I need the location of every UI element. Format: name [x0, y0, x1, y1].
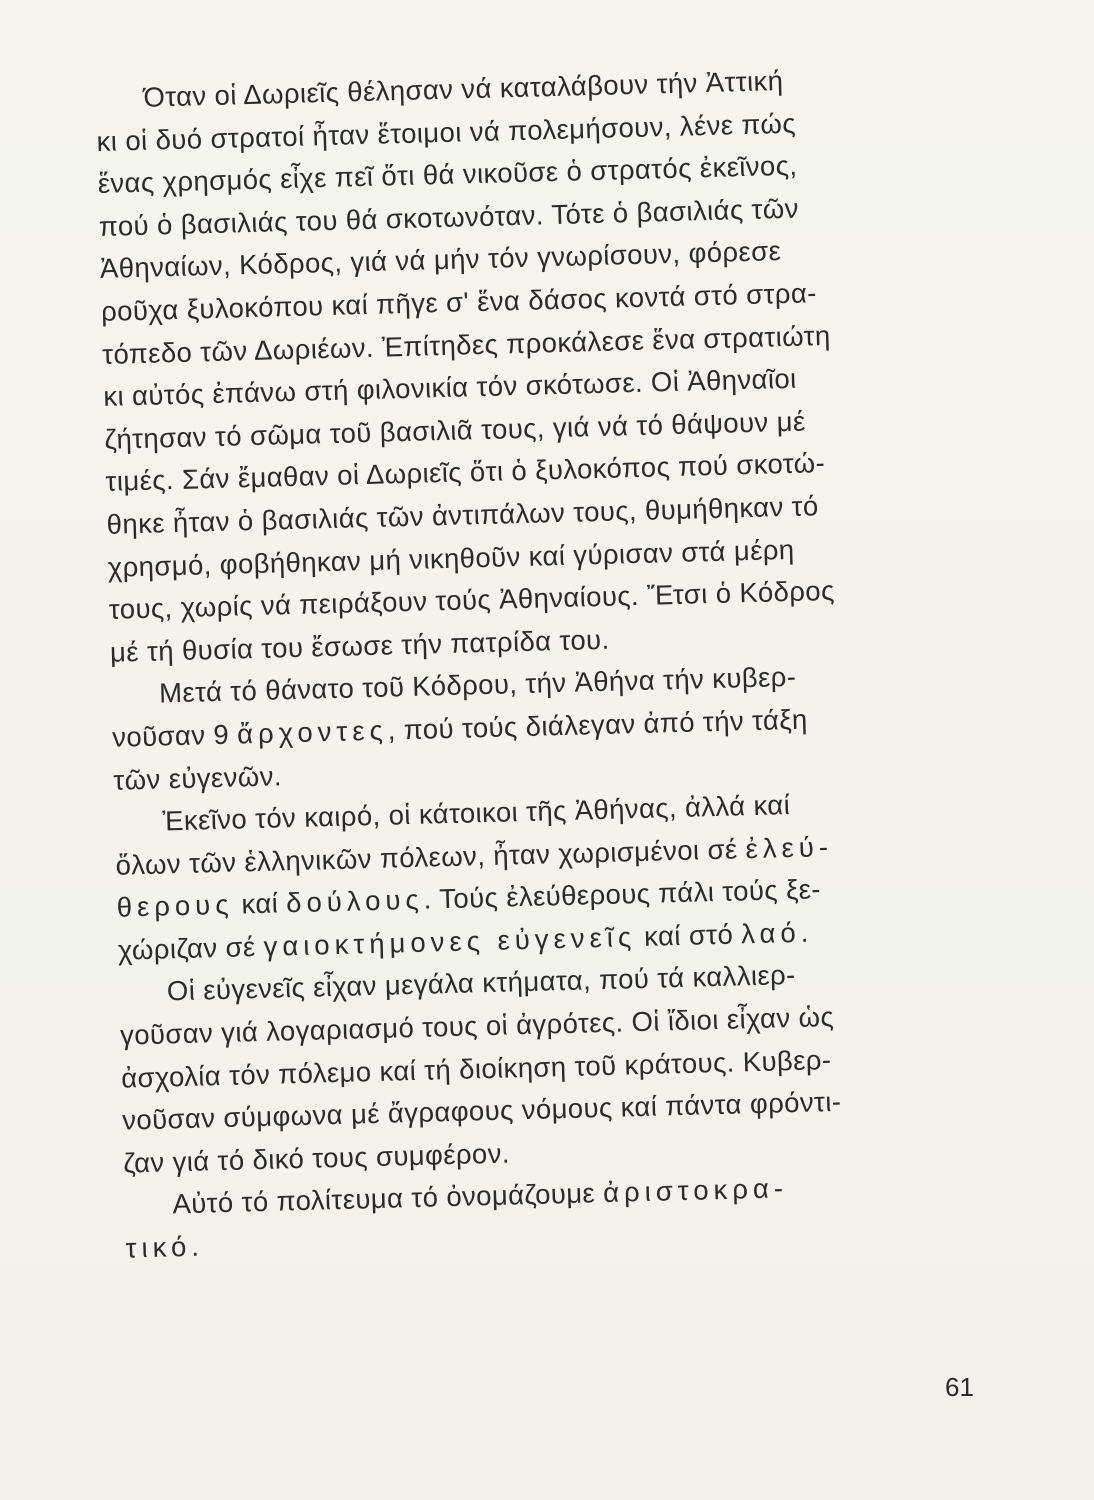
spaced-term: γαιοκτήμονες εὐγενεῖς: [263, 921, 637, 962]
text-line: θηκε ἦταν ὁ βασιλιάς τῶν ἀντιπάλων τους, θυμήθηκαν τό: [106, 490, 820, 540]
text-line: Οἱ εὐγενεῖς εἶχαν μεγάλα κτήματα, πού τά καλλιερ-: [166, 959, 797, 1007]
text-line: Όταν οἱ Δωριεῖς θέλησαν νά καταλάβουν τήν Ἀττική: [143, 64, 784, 113]
text-line: τόπεδο τῶν Δωριέων. Ἐπίτηδες προκάλεσε ἕνα στρατιώτη: [101, 319, 831, 370]
text-line: ἕνας χρησμός εἶχε πεῖ ὅτι θά νικοῦσε ὁ στρατός ἐκεῖνος,: [97, 149, 798, 200]
text-run: .: [800, 916, 810, 948]
spaced-term: δούλους: [285, 883, 425, 919]
text-line: ἀσχολία τόν πόλεμο καί τή διοίκηση τοῦ κράτους. Κυβερ-: [120, 1043, 832, 1094]
body-text: [95, 55, 996, 1270]
text-run: καί: [233, 887, 287, 920]
spaced-term: ἐλεύ-: [745, 830, 834, 864]
text-run: ὅλων τῶν ἑλληνικῶν πόλεων, ἦταν χωρισμένοι σέ: [115, 832, 746, 881]
text-line: τιμές. Σάν ἔμαθαν οἱ Δωριεῖς ὅτι ὁ ξυλοκόπος πού σκοτώ-: [105, 447, 826, 498]
text-line: χρησμό, φοβήθηκαν μή νικηθοῦν καί γύρισαν στά μέρη: [107, 533, 795, 583]
text-line: πού ὁ βασιλιάς του θά σκοτωνόταν. Τότε ὁ βασιλιάς τῶν: [98, 192, 800, 242]
text-line: Ἀθηναίων, Κόδρος, γιά νά μήν τόν γνωρίσουν, φόρεσε: [99, 235, 782, 285]
spaced-term: τικό: [125, 1230, 192, 1264]
text-line: ζαν γιά τό δικό τους συμφέρον.: [123, 1137, 511, 1179]
text-line: κι οἱ δυό στρατοί ἦταν ἕτοιμοι νά πολεμήσουν, λένε πώς: [96, 107, 797, 157]
text-line: τους, χωρίς νά πειράξουν τούς Ἀθηναίους. Ἔτσι ὁ Κόδρος: [108, 574, 836, 625]
text-line: κι αὐτός ἐπάνω στή φιλονικία τόν σκότωσε. Οἱ Ἀθηναῖοι: [102, 362, 797, 413]
spaced-term: θερους: [116, 888, 234, 923]
text-line: ζήτησαν τό σῶμα τοῦ βασιλιᾶ τους, γιά νά τό θάψουν μέ: [104, 405, 806, 455]
text-line: Ἐκεῖνο τόν καιρό, οἱ κάτοικοι τῆς Ἀθήνας, ἀλλά καί: [162, 789, 791, 837]
spaced-term: ἀριστοκρα-: [602, 1172, 789, 1209]
text-run: Αὐτό τό πολίτευμα τό ὀνομάζουμε: [172, 1177, 604, 1220]
text-run: .: [190, 1230, 200, 1262]
text-run: νοῦσαν 9: [111, 718, 238, 753]
text-line: τῶν εὐγενῶν.: [112, 759, 283, 796]
page-number: 61: [945, 1372, 974, 1402]
spaced-term: ἄρχοντες: [236, 714, 389, 750]
text-line: ροῦχα ξυλοκόπου καί πῆγε σ' ἕνα δάσος κοντά στό στρα-: [100, 277, 818, 327]
text-run: χώριζαν σέ: [117, 930, 264, 966]
text-line: μέ τή θυσία του ἔσωσε τήν πατρίδα του.: [109, 623, 610, 668]
text-line: Μετά τό θάνατο τοῦ Κόδρου, τήν Ἀθήνα τήν κυβερ-: [158, 661, 797, 709]
text-line: νοῦσαν σύμφωνα μέ ἄγραφους νόμους καί πάντα φρόντι-: [121, 1086, 842, 1136]
text-line: γοῦσαν γιά λογαριασμό τους οἱ ἀγρότες. Οἱ ἴδιοι εἶχαν ὡς: [119, 1001, 835, 1051]
text-run: , πού τούς διάλεγαν ἀπό τήν τάξη: [387, 703, 809, 746]
spaced-term: λαό: [740, 916, 802, 950]
text-run: καί στό: [635, 918, 742, 952]
text-run: . Τούς ἐλεύθερους πάλι τούς ξε-: [423, 873, 822, 915]
